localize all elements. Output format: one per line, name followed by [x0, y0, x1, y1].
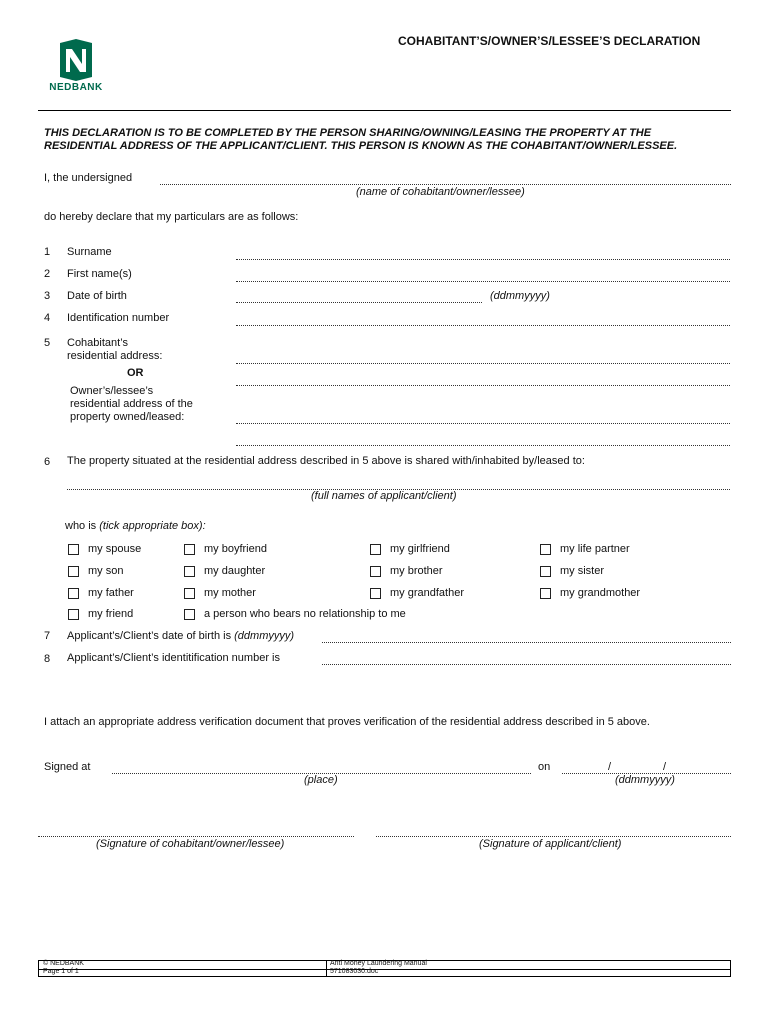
item-8-label: Applicant’s/Client’s identitification number is: [67, 652, 280, 664]
or-label: OR: [127, 367, 144, 379]
on-label: on: [538, 761, 551, 773]
signed-at-label: Signed at: [44, 761, 91, 773]
item-8-number: 8: [44, 653, 51, 665]
document-footer: [38, 960, 731, 977]
option-label: my girlfriend: [390, 543, 450, 555]
checkbox[interactable]: [184, 566, 195, 577]
identification-number-label: Identification number: [67, 312, 170, 324]
option-label: my friend: [88, 608, 134, 620]
who-is-label: [65, 520, 206, 532]
owner-address-field-2[interactable]: [236, 445, 730, 446]
footer-doc: 571083030.doc: [330, 968, 379, 975]
undersigned-caption: (name of cohabitant/owner/lessee): [356, 186, 525, 198]
surname-label: Surname: [67, 246, 112, 258]
option-label: my son: [88, 565, 124, 577]
intro-line-2: RESIDENTIAL ADDRESS OF THE APPLICANT/CLIENT. THIS PERSON IS KNOWN AS THE COHABITANT/OWNER/LESSEE.: [44, 140, 678, 152]
checkbox[interactable]: [68, 588, 79, 599]
declare-line: do hereby declare that my particulars are as follows:: [44, 211, 299, 223]
option-label: a person who bears no relationship to me: [204, 608, 406, 620]
cohabitant-address-field-2[interactable]: [236, 385, 730, 386]
footer-manual: Anti Money Laundering Manual: [330, 960, 427, 967]
date-slash-2: /: [663, 761, 667, 773]
who-is-hint: (tick appropriate box):: [99, 520, 206, 532]
checkbox[interactable]: [540, 544, 551, 555]
checkbox[interactable]: [184, 588, 195, 599]
nedbank-logo: [44, 38, 108, 96]
option-label: my grandmother: [560, 587, 641, 599]
checkbox[interactable]: [540, 588, 551, 599]
intro-line-1: THIS DECLARATION IS TO BE COMPLETED BY THE PERSON SHARING/OWNING/LEASING THE PROPERTY AT THE: [44, 127, 652, 139]
checkbox[interactable]: [540, 566, 551, 577]
field-3-number: 3: [44, 290, 51, 302]
option-label: my spouse: [88, 543, 142, 555]
field-4-number: 4: [44, 312, 51, 324]
checkbox[interactable]: [184, 609, 195, 620]
checkbox[interactable]: [68, 544, 79, 555]
option-label: my brother: [390, 565, 443, 577]
applicant-signature-field[interactable]: [376, 836, 731, 837]
option-label: my grandfather: [390, 587, 464, 599]
cohabitant-address-label-1: Cohabitant’s: [67, 337, 128, 349]
item-7-label: [67, 630, 294, 642]
applicant-dob-field[interactable]: [322, 642, 731, 643]
option-label: my daughter: [204, 565, 266, 577]
checkbox[interactable]: [370, 544, 381, 555]
logo-wordmark: NEDBANK: [49, 82, 103, 93]
cohabitant-signature-caption: (Signature of cohabitant/owner/lessee): [96, 838, 285, 850]
option-label: my mother: [204, 587, 256, 599]
undersigned-label: I, the undersigned: [44, 172, 133, 184]
item-6-text: The property situated at the residential address described in 5 above is shared with/inhabited by/leased to:: [67, 455, 585, 467]
checkbox[interactable]: [68, 609, 79, 620]
item-6-number: 6: [44, 456, 51, 468]
surname-field[interactable]: [236, 259, 730, 260]
field-1-number: 1: [44, 246, 51, 258]
footer-page: Page 1 of 1: [43, 968, 79, 975]
date-of-birth-field[interactable]: [236, 302, 482, 303]
checkbox[interactable]: [370, 588, 381, 599]
owner-address-label-2: residential address of the: [70, 398, 193, 410]
cohabitant-signature-field[interactable]: [38, 836, 354, 837]
applicant-id-field[interactable]: [322, 664, 731, 665]
option-label: my boyfriend: [204, 543, 267, 555]
date-of-birth-label: Date of birth: [67, 290, 127, 302]
checkbox[interactable]: [184, 544, 195, 555]
option-label: my sister: [560, 565, 604, 577]
applicant-full-names-caption: (full names of applicant/client): [311, 490, 457, 502]
date-of-birth-hint: (ddmmyyyy): [490, 290, 550, 302]
item-7-number: 7: [44, 630, 51, 642]
applicant-signature-caption: (Signature of applicant/client): [479, 838, 622, 850]
owner-address-label-3: property owned/leased:: [70, 411, 185, 423]
item-7-text: Applicant’s/Client’s date of birth is: [67, 630, 235, 642]
identification-number-field[interactable]: [236, 325, 730, 326]
option-label: my father: [88, 587, 134, 599]
first-names-field[interactable]: [236, 281, 730, 282]
field-2-number: 2: [44, 268, 51, 280]
footer-copyright: © NEDBANK: [43, 960, 84, 967]
first-names-label: First name(s): [67, 268, 132, 280]
item-7-hint: (ddmmyyyy): [234, 630, 295, 642]
owner-address-field-1[interactable]: [236, 423, 730, 424]
checkbox[interactable]: [68, 566, 79, 577]
page-title: COHABITANT’S/OWNER’S/LESSEE’S DECLARATION: [398, 34, 701, 48]
header-rule: [38, 110, 731, 111]
footer-divider: [326, 961, 327, 976]
cohabitant-address-field-1[interactable]: [236, 363, 730, 364]
date-slash-1: /: [608, 761, 612, 773]
attach-statement: I attach an appropriate address verification document that proves verification of the residential address described in 5 above.: [44, 716, 650, 728]
place-caption: (place): [304, 774, 338, 786]
cohabitant-address-label-2: residential address:: [67, 350, 163, 362]
undersigned-name-field[interactable]: [160, 184, 731, 185]
footer-row-2: [39, 969, 730, 977]
option-label: my life partner: [560, 543, 630, 555]
checkbox[interactable]: [370, 566, 381, 577]
owner-address-label-1: Owner’s/lessee’s: [70, 385, 154, 397]
signing-date-caption: (ddmmyyyy): [615, 774, 675, 786]
who-is-prefix: who is: [65, 520, 100, 532]
field-5-number: 5: [44, 337, 51, 349]
